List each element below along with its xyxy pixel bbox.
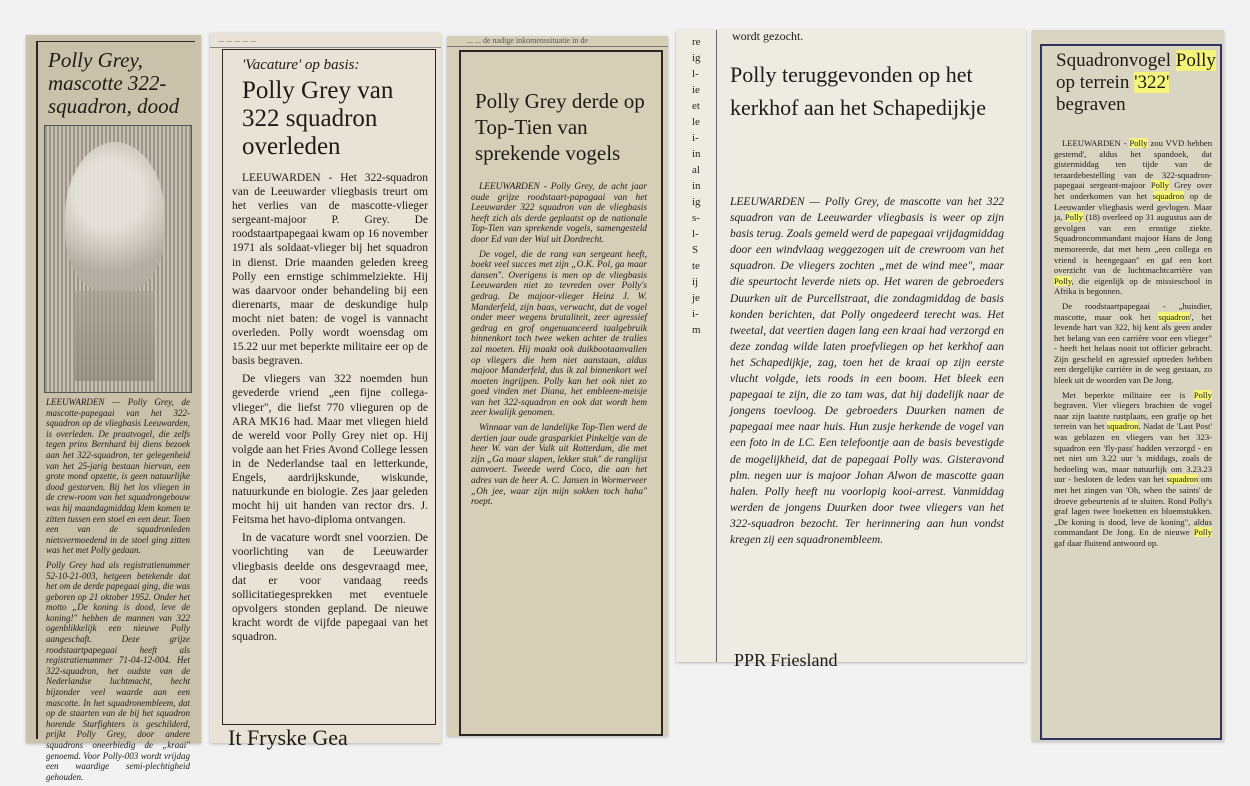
parrot-figure	[65, 142, 165, 292]
paragraph: In de vacature wordt snel voorzien. De voorlichting van de Leeuwarder vliegbasis deelde ons desgevraagd mee, dat er voor vandaag reeds sollicitatiegesprekken met eventuele opvolgers stonden gepland. De nieuwe kracht wordt de vijfde papegaai van het squadron.	[232, 532, 428, 643]
margin-fragment: i-	[692, 132, 699, 144]
margin-fragment: l-	[692, 68, 699, 80]
text-run: , die eigenlijk op de missieschool in Afrika is begonnen.	[1054, 275, 1212, 297]
margin-fragment: S	[692, 244, 699, 256]
highlight-squadron: squadron	[1166, 474, 1199, 485]
text-run: ', het levende hart van 322, hij kent als geen ander het belang van een carrière voor een vlieger" - heeft het helaas nooit tot officier gebracht. Zijn gescheld en agressief optreden hebben een dergelijke carrière in de weg gestaan, zo bleek uit de woorden van De Jong.	[1054, 311, 1212, 386]
paragraph: Winnaar van de landelijke Top-Tien werd de dertien jaar oude grasparkiet Pinkeltje van de heer W. van der Valk uit Rotterdam, die met zijn „Ga maar slapen, lekker stuk" de ranglijst aanvoert. Tweede werd Coco, die aan het adres van de heer A. C. Jansen in Wormerveer „Oh jee, waar zijn mijn sokken toch haha" roept.	[471, 423, 647, 508]
clipping-polly-grey-dood	[26, 35, 201, 782]
clipping-polly-grey-top-tien	[447, 36, 668, 736]
text-run: LEEUWARDEN -	[1062, 138, 1130, 148]
margin-fragment: al	[692, 164, 700, 176]
text-run: De roodstaartpapegaai - „huisdier, mascotte, maar ook het	[1054, 300, 1212, 322]
headline-part: Squadronvogel	[1056, 50, 1172, 71]
page-header-fragment: ... ... ... ... ...	[210, 33, 441, 48]
headline-part: begraven	[1056, 94, 1126, 115]
highlight-squadron: squadron	[1106, 421, 1139, 432]
highlight-322: '322'	[1134, 72, 1170, 93]
margin-fragment: et	[692, 100, 700, 112]
highlight-squadron: squadron	[1158, 311, 1190, 322]
margin-fragment: in	[692, 180, 701, 192]
headline-part: op terrein	[1056, 72, 1130, 93]
highlight-squadron: squadron	[1152, 190, 1185, 201]
clipping-polly-grey-overleden	[210, 33, 441, 750]
margin-fragment: ij	[692, 276, 699, 288]
text-run: Met beperkte militaire eer is	[1062, 389, 1194, 400]
margin-fragment: te	[692, 260, 700, 272]
adjacent-column-fragments	[692, 34, 706, 338]
paragraph	[1054, 390, 1212, 549]
margin-fragment: re	[692, 36, 701, 48]
headline: Polly Grey derde op Top-Tien van sprekende vogels	[475, 89, 645, 165]
highlight-polly: Polly	[1193, 389, 1212, 400]
clipping-polly-teruggevonden	[676, 29, 1026, 670]
margin-fragment: ie	[692, 84, 700, 96]
paragraph: De vliegers van 322 noemden hun gevederde vriend „een fijne collega-vlieger", die liefst 770 vlieguren op de ARA MK16 had. Maar met vliegen hield de wereld voor Polly Grey niet op. Hij volgde aan het Fries Avond College lessen in de Nederlandse taal en letterkunde, Engels, aardrijkskunde, wiskunde, natuurkunde en biologie. Zes jaar geleden mocht hij uit handen van rector drs. J. Feitsma het havo-diploma ontvangen.	[232, 373, 428, 527]
next-article-fragment: PPR Friesland	[734, 650, 838, 670]
kicker: 'Vacature' op basis:	[242, 57, 360, 73]
article-body	[1054, 138, 1212, 553]
text-run: . Nadat de 'Last Post' was geblazen en vliegers van het 323-squadron een 'fly-pass' hadden verzorgd - en net niet om 3.22 uur 's middags, zoals de bedoeling was, maar natuurlijk om 3.23.23 uur - besloten de leden van het	[1054, 421, 1212, 485]
next-article-fragment: It Fryske Gea	[228, 725, 348, 750]
margin-fragment: le	[692, 116, 700, 128]
margin-fragment: s-	[692, 212, 700, 224]
parrot-photo	[44, 125, 192, 393]
text-run: begraven. Vier vliegers brachten de vogel naar zijn laatste rustplaats, een grafje op het terrein van het	[1054, 400, 1212, 432]
article-body	[471, 182, 647, 512]
clipping-squadronvogel-begraven	[1032, 30, 1224, 741]
article-body	[232, 171, 428, 648]
text-run: om met het zingen van 'Oh, when the saints' de droeve gebeurtenis af te sluiten. Rond Polly's graf lagen twee boeketten en bloemstukken. „De koning is dood, leve de koning", aldus commandant De Jong. En de nieuwe	[1054, 474, 1213, 538]
highlight-polly: Polly	[1150, 180, 1169, 191]
paragraph: LEEUWARDEN — Polly Grey, de mascotte van het 322 squadron van de Leeuwarder vliegbasis is weer op zijn basis terug. Zoals gemeld werd de papegaai vrijdagmiddag door een windvlaag weggezogen uit de crewroom van het squadron. De vliegers zochten „met de wind mee", maar die speurtocht leverde niets op. Het waren de gebroeders Duurken uit de Purcellstraat, die zondagmiddag de basis konden berichten, dat Polly ongedeerd terecht was. Het tweetal, dat veertien dagen lang een kraai had verzorgd en deze zondag wilde laten proefvliegen op het kerkhof aan het Schapedijkje, zag, toen het de kraai op zijn eerste vlucht volgde, iets roods in een boom. Het bleek een papegaai te zijn, die zo tam was, dat hij dadelijk naar de jongens toevloog. De gebroeders Duurken namen de papegaai mee naar huis. Hun zusje herkende de vogel van een foto in de LC. Een telefoontje aan de basis bevestigde de mogelijkheid, dat de papegaai Polly was. Gisteravond plm. negen uur is majoor Johan Alwon de mascotte gaan halen. Polly heeft nu voorlopig kooi-arrest. Vanmiddag werden de jongens Duurken door twee vliegers van het 322-squadron bezocht. Ter herinnering aan hun vondst kregen zij een squadronembleem.	[730, 196, 1004, 546]
previous-article-fragment: wordt gezocht.	[732, 29, 804, 43]
paragraph: Polly Grey had als registratienummer 52-10-21-003, hetgeen betekende dat het om de derde papegaai ging, die was geboren op 21 oktober 1952. Onder het motto „De koning is dood, leve de koning!" hebben de mannen van 322 ogenblikkelijk een nieuwe Polly aangeschaft. Deze grijze roodstaartpapegaai heeft als registratienummer 71-04-12-004. Het 322-squadron, het oudste van de Nederlandse luchtmacht, hecht bijzonder veel waarde aan een mascotte. In het squadronembleem, dat op de staarten van de bij het squadron horende Starfighters is geschilderd, prijkt Polly Grey, door andere squadrons oneerbiedig de „kraai" genoemd. Voor Polly-003 wordt vrijdag een waardige semi-plechtigheid gehouden.	[46, 559, 190, 782]
highlight-polly: Polly	[1193, 527, 1212, 538]
margin-fragment: in	[692, 148, 701, 160]
paragraph: LEEUWARDEN — Polly Grey, de mascotte-papegaai van het 322-squadron op de vliegbasis Leeuwarden, is overleden. De praatvogel, die zelfs tegen prins Bernhard bij diens bezoek aan het 322-squadron, ter gelegenheid van het 25-jarig bestaan hiervan, een grote mond opzette, is geen natuurlijke dood gestorven. Bij het los vliegen in de crew-room van het squadrongebouw was hij maandagmiddag klem komen te zitten tussen een stoel en een deur. Toen een van de squadronleden nietsvermoedend in de stoel ging zitten was het met Polly gedaan.	[46, 397, 190, 556]
highlight-polly: Polly	[1129, 138, 1148, 148]
text-run: gaf daar fluitend antwoord op.	[1054, 537, 1159, 548]
page-header-fragment: ... ... de nadige inkomenssituatie in de	[447, 36, 668, 47]
margin-fragment: i-	[692, 308, 699, 320]
paragraph	[1054, 301, 1212, 386]
margin-fragment: je	[692, 292, 700, 304]
text-run: (18) overleed op 31 augustus aan de gevolgen van een ernstige ziekte. Squadroncommandant majoor Hans de Jong memoreerde, dat met hem „een collega en vriend is heengegaan" en gaf een kort overzicht van de luchtmachtcarrière van	[1054, 212, 1212, 276]
paragraph: De vogel, die de rang van sergeant heeft, boekt veel succes met zijn „O.K. Pol, ga maar dansen". Overigens is men op de vliegbasis Leeuwarden niet zo tevreden over Polly's gedrag. De majoor-vlieger Heinz J. W. Manderfeld, zijn baas, verwacht, dat de vogel onder meer wegens brutaliteit, zeer agressief gedrag en grof ongenuanceerd taalgebruik binnenkort toch twee weken achter de tralies zal moeten. Hij maakt ook duikbootaanvallen op vliegers die hem niet aanstaan, aldus majoor Manderfeld, dus ik zal binnenkort wel moeten ingrijpen. Polly kan het ook niet zo goed vinden met Diana, het embleem-meisje van het 322-squadron en ook dat wordt hem zeer kwalijk genomen.	[471, 249, 647, 419]
text-run: zou VVD hebben gestemd', aldus het spandoek, dat gistermiddag ten tijde van de teraardebestelling van de 322-squadron-papegaai sergeant-majoor	[1054, 138, 1212, 191]
headline: Polly Grey, mascotte 322-squadron, dood	[48, 48, 180, 118]
text-run: op de Leeuwarder vliegbasis werd gevlogen. Maar ja,	[1054, 190, 1212, 223]
margin-fragment: ig	[692, 52, 701, 64]
highlight-polly: Polly	[1054, 275, 1072, 286]
paragraph: LEEUWARDEN - Polly Grey, de acht jaar oude grijze roodstaart-papagaai van het Leeuwarder 322 squadron van de vliegbasis heeft zich als derde geplaatst op de nationale Top-Tien van sprekende vogels, samengesteld door Ed van der Wal uit Dordrecht.	[471, 182, 647, 245]
headline: Polly teruggevonden op het kerkhof aan het Schapedijkje	[730, 62, 986, 120]
highlight-polly: Polly	[1064, 212, 1084, 223]
paragraph	[1054, 138, 1212, 297]
margin-fragment: ig	[692, 196, 701, 208]
cage-perch	[75, 291, 155, 381]
headline: Polly Grey van 322 squadron overleden	[242, 77, 394, 160]
text-run: Grey over het onderkomen van het	[1054, 180, 1213, 201]
margin-fragment: m	[692, 324, 701, 336]
paragraph: LEEUWARDEN - Het 322-squadron van de Leeuwarder vliegbasis treurt om het verlies van de mascotte-vlieger sergeant-majoor P. Grey. De roodstaartpapegaai kwam op 16 november 1971 als soldaat-vlieger bij het squadron in dienst. Drie maanden geleden kreeg Polly een ernstige schimmelziekte. Hij was daarvoor onder behandeling bij een dierenarts, maar de deskundige hulp mocht niet baten: de vogel is vannacht overleden. Polly wordt woensdag om 15.22 uur met beperkte militaire eer op de basis begraven.	[232, 172, 428, 368]
column-rule	[716, 30, 717, 662]
article-body	[730, 194, 1004, 552]
margin-fragment: l-	[692, 228, 699, 240]
headline	[1056, 50, 1216, 116]
article-body	[46, 397, 190, 786]
highlight-polly: Polly	[1175, 50, 1216, 71]
